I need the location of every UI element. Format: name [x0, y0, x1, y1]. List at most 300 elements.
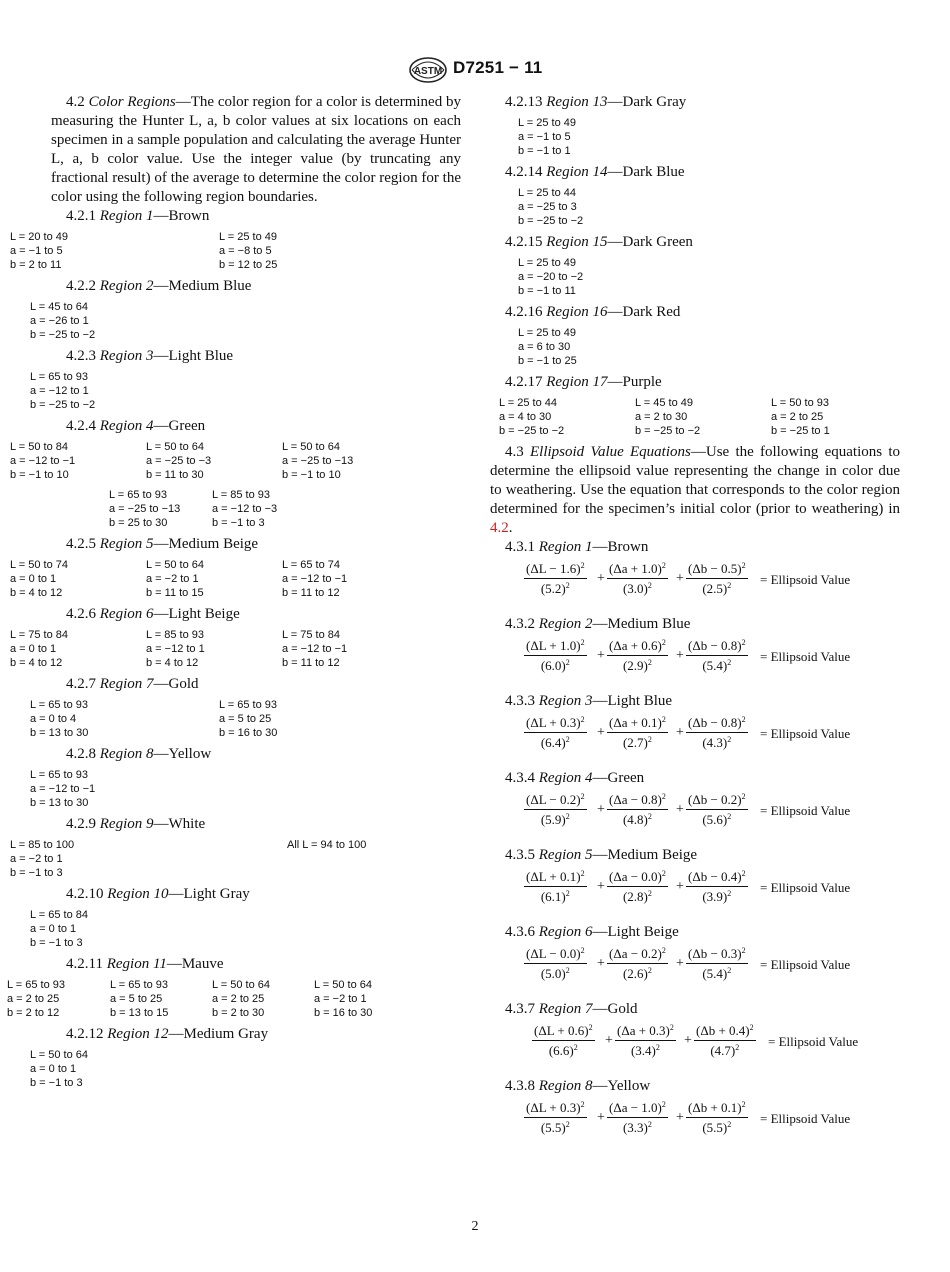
numerator: $(\Delta L - 0.2)^2$	[524, 791, 587, 810]
boundary-value: L = 50 to 64	[146, 441, 205, 453]
region-boundaries	[490, 116, 900, 158]
subsection-number: 4.3.1	[505, 539, 535, 555]
plus-operator: +	[676, 725, 684, 740]
plus-operator: +	[597, 802, 605, 817]
region-name: —Medium Blue	[592, 616, 691, 632]
denominator: $(4.8)^2$	[622, 812, 652, 827]
value-block	[499, 396, 564, 438]
numerator: $(\Delta b - 0.8)^2$	[686, 637, 748, 656]
value-block	[10, 628, 68, 670]
boundary-value: L = 65 to 93	[30, 769, 89, 781]
section-number: 4.2	[66, 94, 85, 110]
value-block	[7, 978, 65, 1020]
ellipsoid-equation	[490, 945, 900, 987]
subsection-number: 4.2.11	[66, 956, 103, 972]
value-block	[146, 628, 205, 670]
numerator: $(\Delta a - 1.0)^2$	[607, 1099, 668, 1118]
equation-heading	[490, 923, 900, 942]
plus-operator: +	[605, 1033, 613, 1048]
region-title: Region 1	[99, 208, 154, 224]
boundary-value: a = −25 to −13	[282, 455, 354, 467]
plus-operator: +	[597, 648, 605, 663]
value-block	[30, 1048, 88, 1090]
region-boundaries	[30, 1048, 461, 1090]
subsection-number: 4.2.5	[66, 536, 96, 552]
plus-operator: +	[676, 1110, 684, 1125]
numerator: $(\Delta a + 1.0)^2$	[607, 560, 668, 579]
plus-operator: +	[597, 1110, 605, 1125]
equation-heading	[490, 1000, 900, 1019]
value-block	[771, 396, 830, 438]
boundary-value: b = −1 to 3	[30, 1077, 83, 1089]
numerator: $(\Delta b + 0.1)^2$	[686, 1099, 748, 1118]
equation-list	[490, 538, 900, 1141]
boundary-value: b = 2 to 11	[10, 259, 62, 271]
page-number: 2	[471, 1219, 479, 1234]
page-header	[0, 56, 950, 84]
boundary-value: L = 85 to 93	[212, 489, 271, 501]
boundary-value: b = 11 to 12	[282, 657, 340, 669]
fraction-term	[607, 637, 668, 674]
value-block	[518, 116, 576, 158]
boundary-value: a = 0 to 1	[10, 643, 57, 655]
subsection-number: 4.2.13	[505, 94, 543, 110]
boundary-value: a = −8 to 5	[219, 245, 272, 257]
boundary-value: a = −1 to 5	[518, 131, 571, 143]
boundary-value: a = −12 to 1	[30, 385, 89, 397]
region-name: —Dark Gray	[607, 94, 687, 110]
boundary-value: b = −25 to −2	[30, 399, 96, 411]
value-block	[146, 440, 211, 482]
boundary-value: a = −12 to 1	[146, 643, 205, 655]
region-heading	[490, 233, 900, 252]
region-title: Region 5	[538, 847, 593, 863]
region-boundaries	[490, 326, 900, 368]
fraction-term	[686, 868, 748, 905]
subsection-number: 4.2.4	[66, 418, 96, 434]
fraction-term	[686, 1099, 748, 1136]
fraction-term	[607, 1099, 668, 1136]
denominator: $(2.8)^2$	[622, 889, 652, 904]
boundary-value: L = 25 to 49	[518, 117, 577, 129]
numerator: $(\Delta b - 0.3)^2$	[686, 945, 748, 964]
plus-operator: +	[676, 802, 684, 817]
subsection-number: 4.2.6	[66, 606, 96, 622]
numerator: $(\Delta a - 0.2)^2$	[607, 945, 668, 964]
boundary-value: b = −25 to −2	[518, 215, 584, 227]
region-title: Region 6	[538, 924, 593, 940]
region-name: —Medium Blue	[153, 278, 252, 294]
left-column	[7, 93, 462, 1095]
value-block	[30, 908, 88, 950]
region-title: Region 7	[99, 676, 154, 692]
subsection-number: 4.2.2	[66, 278, 96, 294]
section-text: —The color region for a color is determined by measuring the Hunter L, a, b color values at six locations on each specimen in a sample population and calculating the average Hunter L, a, b color value. Use the integer value (by truncating any fractional result) of the average to determine the color region for the color using the following region boundaries.	[51, 94, 462, 205]
value-block	[10, 838, 74, 880]
region-boundaries	[30, 698, 461, 740]
plus-operator: +	[597, 956, 605, 971]
region-heading	[490, 163, 900, 182]
subsection-number: 4.3.3	[505, 693, 535, 709]
boundary-value: b = 11 to 30	[146, 469, 204, 481]
ellipsoid-value-label: = Ellipsoid Value	[760, 1111, 851, 1126]
value-block	[109, 488, 180, 530]
boundary-value: a = −2 to 1	[314, 993, 367, 1005]
boundary-value: b = 2 to 12	[7, 1007, 60, 1019]
region-name: —Green	[153, 418, 206, 434]
region-title: Region 9	[99, 816, 154, 832]
ellipsoid-equation	[490, 637, 900, 679]
equation-heading	[490, 846, 900, 865]
boundary-value: a = −25 to −13	[109, 503, 181, 515]
value-block	[635, 396, 700, 438]
boundary-value: b = 13 to 30	[30, 727, 89, 739]
region-boundaries	[490, 256, 900, 298]
subsection-number: 4.3.2	[505, 616, 535, 632]
numerator: $(\Delta a + 0.6)^2$	[607, 637, 668, 656]
region-heading	[51, 955, 461, 974]
region-heading	[51, 277, 461, 296]
denominator: $(5.6)^2$	[702, 812, 732, 827]
region-name: —Mauve	[166, 956, 224, 972]
fraction-term	[615, 1022, 676, 1059]
value-block	[146, 558, 204, 600]
section-number: 4.3	[505, 444, 524, 460]
denominator: $(5.5)^2$	[702, 1120, 732, 1135]
boundary-value: b = 16 to 30	[219, 727, 278, 739]
boundary-value: L = 65 to 93	[219, 699, 278, 711]
boundary-value: b = 4 to 12	[10, 587, 63, 599]
region-title: Region 3	[99, 348, 154, 364]
denominator: $(5.9)^2$	[540, 812, 570, 827]
numerator: $(\Delta L - 1.6)^2$	[524, 560, 587, 579]
boundary-value: a = 0 to 1	[30, 923, 77, 935]
denominator: $(6.1)^2$	[540, 889, 570, 904]
region-heading	[490, 373, 900, 392]
boundary-value: L = 50 to 74	[10, 559, 69, 571]
region-name: —Medium Beige	[153, 536, 259, 552]
equation-heading	[490, 769, 900, 788]
boundary-value: L = 65 to 93	[7, 979, 66, 991]
region-title: Region 7	[538, 1001, 593, 1017]
ellipsoid-equation	[490, 868, 900, 910]
value-block	[282, 558, 347, 600]
value-block	[212, 978, 270, 1020]
boundary-value: a = 2 to 25	[212, 993, 265, 1005]
numerator: $(\Delta L - 0.0)^2$	[524, 945, 587, 964]
value-block	[282, 628, 347, 670]
numerator: $(\Delta a + 0.3)^2$	[615, 1022, 676, 1041]
fraction-term	[607, 714, 668, 751]
boundary-value: L = 45 to 64	[30, 301, 89, 313]
region-title: Region 15	[546, 234, 608, 250]
subsection-number: 4.3.4	[505, 770, 535, 786]
plus-operator: +	[597, 725, 605, 740]
fraction-term	[607, 560, 668, 597]
region-name: —Dark Blue	[607, 164, 685, 180]
denominator: $(3.3)^2$	[622, 1120, 652, 1135]
subsection-number: 4.2.1	[66, 208, 96, 224]
fraction-term	[686, 791, 748, 828]
region-title: Region 3	[538, 693, 593, 709]
equation-heading	[490, 1077, 900, 1096]
region-name: —Gold	[592, 1001, 638, 1017]
numerator: $(\Delta L + 0.3)^2$	[524, 714, 587, 733]
boundary-value: a = 2 to 25	[7, 993, 60, 1005]
boundary-value: b = 25 to 30	[109, 517, 168, 529]
boundary-value: b = 13 to 15	[110, 1007, 169, 1019]
value-block	[10, 230, 68, 272]
fraction-term	[686, 560, 748, 597]
region-name: —Light Beige	[153, 606, 240, 622]
boundary-value: a = −12 to −1	[10, 455, 76, 467]
region-name: —Yellow	[153, 746, 212, 762]
boundary-value: L = 50 to 64	[212, 979, 271, 991]
region-boundaries	[30, 768, 461, 810]
region-heading	[490, 93, 900, 112]
boundary-value: b = −25 to −2	[30, 329, 96, 341]
region-title: Region 6	[99, 606, 154, 622]
ellipsoid-equation	[490, 791, 900, 833]
boundary-value: b = −25 to 1	[771, 425, 830, 437]
denominator: $(5.5)^2$	[540, 1120, 570, 1135]
subsection-number: 4.2.8	[66, 746, 96, 762]
region-name: —Light Blue	[592, 693, 673, 709]
region-boundaries	[30, 908, 461, 950]
boundary-value: a = −2 to 1	[146, 573, 199, 585]
value-block	[518, 326, 577, 368]
boundary-value: L = 65 to 93	[110, 979, 169, 991]
denominator: $(3.0)^2$	[622, 581, 652, 596]
boundary-value: b = 11 to 12	[282, 587, 340, 599]
boundary-value: All L = 94 to 100	[287, 839, 367, 851]
value-block	[10, 440, 75, 482]
denominator: $(5.4)^2$	[702, 966, 732, 981]
denominator: $(3.4)^2$	[630, 1043, 660, 1058]
boundary-value: a = −12 to −1	[30, 783, 96, 795]
region-title: Region 2	[99, 278, 154, 294]
boundary-value: a = 0 to 4	[30, 713, 77, 725]
region-title: Region 4	[99, 418, 154, 434]
ellipsoid-equation	[490, 1099, 900, 1141]
numerator: $(\Delta b - 0.5)^2$	[686, 560, 748, 579]
region-title: Region 2	[538, 616, 593, 632]
region-name: —Dark Red	[607, 304, 681, 320]
region-name: —Medium Beige	[592, 847, 698, 863]
region-boundaries	[490, 396, 900, 438]
denominator: $(2.9)^2$	[622, 658, 652, 673]
region-heading	[51, 207, 461, 226]
equation-heading	[490, 692, 900, 711]
boundary-value: a = −2 to 1	[10, 853, 63, 865]
denominator: $(5.4)^2$	[702, 658, 732, 673]
boundary-value: L = 25 to 49	[219, 231, 278, 243]
boundary-value: L = 25 to 44	[518, 187, 577, 199]
ellipsoid-value-label: = Ellipsoid Value	[760, 803, 851, 818]
section-4-2-paragraph	[51, 93, 461, 207]
section-4-2-link[interactable]: 4.2	[490, 520, 509, 536]
boundary-value: L = 50 to 93	[771, 397, 830, 409]
astm-logo-icon	[408, 56, 448, 84]
plus-operator: +	[684, 1033, 692, 1048]
denominator: $(2.5)^2$	[702, 581, 732, 596]
fraction-term	[524, 637, 587, 674]
boundary-value: L = 25 to 44	[499, 397, 558, 409]
fraction-term	[524, 560, 587, 597]
boundary-value: L = 75 to 84	[282, 629, 341, 641]
fraction-term	[524, 1099, 587, 1136]
boundary-value: b = −1 to 10	[10, 469, 69, 481]
boundary-value: a = 2 to 30	[635, 411, 688, 423]
region-heading	[51, 885, 461, 904]
region-boundaries	[30, 300, 461, 342]
right-column	[490, 93, 900, 1154]
value-block	[30, 370, 95, 412]
boundary-value: b = −25 to −2	[635, 425, 701, 437]
boundary-value: L = 85 to 100	[10, 839, 75, 851]
boundary-value: L = 85 to 93	[146, 629, 205, 641]
region-name: —Light Gray	[168, 886, 250, 902]
boundary-value: a = 5 to 25	[110, 993, 163, 1005]
value-block	[282, 440, 353, 482]
denominator: $(6.6)^2$	[548, 1043, 578, 1058]
subsection-number: 4.2.17	[505, 374, 543, 390]
region-title: Region 10	[107, 886, 169, 902]
boundary-value: L = 25 to 49	[518, 257, 577, 269]
region-name: —Light Beige	[592, 924, 679, 940]
boundary-value: L = 75 to 84	[10, 629, 69, 641]
equation-heading	[490, 615, 900, 634]
boundary-value: a = 0 to 1	[10, 573, 57, 585]
value-block	[314, 978, 372, 1020]
region-name: —Brown	[592, 539, 649, 555]
denominator: $(3.9)^2$	[702, 889, 732, 904]
region-heading	[51, 675, 461, 694]
section-title: Color Regions	[88, 94, 176, 110]
denominator: $(4.7)^2$	[710, 1043, 740, 1058]
equation-heading	[490, 538, 900, 557]
fraction-term	[532, 1022, 595, 1059]
boundary-value: L = 50 to 64	[146, 559, 205, 571]
boundary-value: a = 0 to 1	[30, 1063, 77, 1075]
numerator: $(\Delta b + 0.4)^2$	[694, 1022, 756, 1041]
region-heading	[51, 605, 461, 624]
region-name: —White	[153, 816, 206, 832]
boundary-value: a = 5 to 25	[219, 713, 272, 725]
numerator: $(\Delta b - 0.8)^2$	[686, 714, 748, 733]
fraction-term	[524, 791, 587, 828]
ellipsoid-equation	[490, 1022, 900, 1064]
region-title: Region 14	[546, 164, 608, 180]
region-name: —Yellow	[592, 1078, 651, 1094]
region-boundaries	[30, 370, 461, 412]
plus-operator: +	[676, 648, 684, 663]
subsection-number: 4.3.8	[505, 1078, 535, 1094]
boundary-value: a = −25 to 3	[518, 201, 577, 213]
ellipsoid-equation	[490, 560, 900, 602]
boundary-value: a = −12 to −1	[282, 643, 348, 655]
value-block	[110, 978, 168, 1020]
region-boundaries	[10, 558, 461, 600]
svg-text:ASTM: ASTM	[413, 66, 443, 77]
subsection-number: 4.2.10	[66, 886, 104, 902]
left-region-list	[7, 207, 461, 1090]
section-title: Ellipsoid Value Equations	[530, 444, 691, 460]
boundary-value: b = −1 to 3	[10, 867, 63, 879]
value-block	[30, 768, 95, 810]
region-heading	[51, 417, 461, 436]
denominator: $(6.0)^2$	[540, 658, 570, 673]
ellipsoid-value-label: = Ellipsoid Value	[760, 880, 851, 895]
boundary-value: b = 11 to 15	[146, 587, 204, 599]
denominator: $(2.6)^2$	[622, 966, 652, 981]
boundary-value: b = −1 to 1	[518, 145, 571, 157]
boundary-value: L = 45 to 49	[635, 397, 694, 409]
ellipsoid-value-label: = Ellipsoid Value	[760, 649, 851, 664]
fraction-term	[524, 714, 587, 751]
region-title: Region 17	[546, 374, 608, 390]
region-title: Region 12	[107, 1026, 169, 1042]
fraction-term	[686, 945, 748, 982]
boundary-value: L = 50 to 64	[314, 979, 373, 991]
standard-designation: D7251 − 11	[453, 58, 543, 77]
region-name: —Light Blue	[153, 348, 234, 364]
numerator: $(\Delta b - 0.2)^2$	[686, 791, 748, 810]
region-name: —Green	[592, 770, 645, 786]
boundary-value: b = −25 to −2	[499, 425, 565, 437]
numerator: $(\Delta b - 0.4)^2$	[686, 868, 748, 887]
value-block	[212, 488, 277, 530]
section-4-3-paragraph: 4.3 Ellipsoid Value Equations—Use the following equations to determine the ellipsoid value representing the change in color due to weathering. Use the equation that corresponds to the color region determined for the specimen’s initial color (prior to weathering) in 4.2.	[490, 444, 901, 536]
subsection-number: 4.2.14	[505, 164, 543, 180]
plus-operator: +	[597, 571, 605, 586]
value-block	[219, 230, 277, 272]
boundary-value: a = −1 to 5	[10, 245, 63, 257]
fraction-term	[694, 1022, 756, 1059]
numerator: $(\Delta L + 0.1)^2$	[524, 868, 587, 887]
plus-operator: +	[676, 571, 684, 586]
boundary-value: L = 65 to 74	[282, 559, 341, 571]
region-heading	[51, 1025, 461, 1044]
value-block	[518, 186, 583, 228]
denominator: $(6.4)^2$	[540, 735, 570, 750]
ellipsoid-value-label: = Ellipsoid Value	[760, 726, 851, 741]
fraction-term	[686, 637, 748, 674]
subsection-number: 4.2.15	[505, 234, 543, 250]
region-boundaries	[10, 230, 461, 272]
fraction-term	[686, 714, 748, 751]
denominator: $(4.3)^2$	[702, 735, 732, 750]
subsection-number: 4.3.5	[505, 847, 535, 863]
region-title: Region 8	[538, 1078, 593, 1094]
numerator: $(\Delta L + 1.0)^2$	[524, 637, 587, 656]
boundary-value: b = −1 to 3	[30, 937, 83, 949]
subsection-number: 4.2.16	[505, 304, 543, 320]
region-title: Region 4	[538, 770, 593, 786]
boundary-value: L = 65 to 93	[30, 699, 89, 711]
region-boundaries	[10, 838, 461, 880]
region-name: —Dark Green	[607, 234, 693, 250]
fraction-term	[607, 945, 668, 982]
boundary-value: b = 16 to 30	[314, 1007, 373, 1019]
region-boundaries	[10, 440, 461, 530]
region-name: —Gold	[153, 676, 199, 692]
region-name: —Purple	[607, 374, 662, 390]
fraction-term	[524, 868, 587, 905]
boundary-value: a = 6 to 30	[518, 341, 571, 353]
value-block	[10, 558, 68, 600]
denominator: $(5.2)^2$	[540, 581, 570, 596]
